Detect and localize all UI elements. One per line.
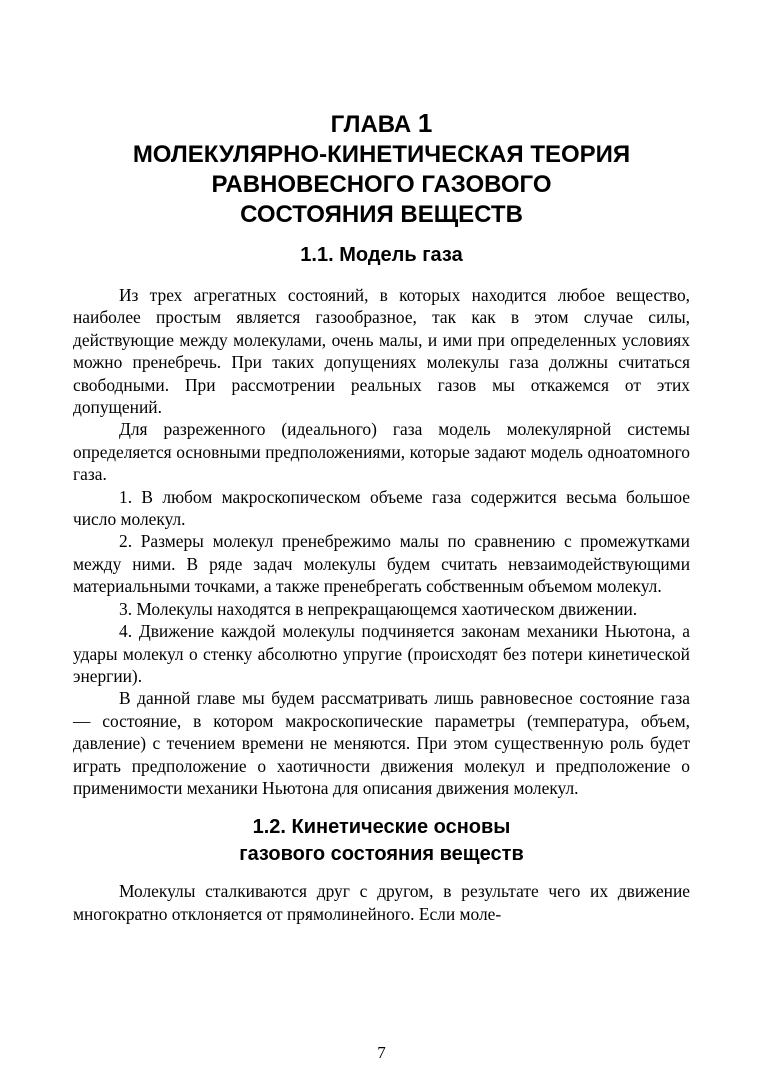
page-content xyxy=(73,108,690,925)
list-item-paragraph: 2. Размеры молекул пренебрежимо малы по сравнению с промежутками между ними. В ряде задач молекулы будем считать невзаимодействующими материальными точками, а также пренебрегать собственным объемом молекул. xyxy=(73,531,690,597)
chapter-label: ГЛАВА xyxy=(330,111,412,138)
section-title: 1.1. Модель газа xyxy=(300,244,463,266)
section-title xyxy=(73,814,690,868)
chapter-title-line: МОЛЕКУЛЯРНО-КИНЕТИЧЕСКАЯ ТЕОРИЯ xyxy=(132,141,631,168)
chapter-number: 1 xyxy=(417,108,433,138)
chapter-title-line: СОСТОЯНИЯ ВЕЩЕСТВ xyxy=(240,201,523,228)
chapter-label-line xyxy=(73,108,690,140)
paragraph: Молекулы сталкиваются друг с другом, в результате чего их движение многократно отклоняется от прямолинейного. Если моле- xyxy=(73,881,690,924)
section-title-line: газового состояния веществ xyxy=(239,843,524,866)
page-number: 7 xyxy=(377,1043,386,1062)
paragraph: Из трех агрегатных состояний, в которых находится любое вещество, наиболее простым является газообразное, так как в этом случае силы, действующие между молекулами, очень малы, и ими при определенных условиях можно пренебречь. При таких допущениях молекулы газа должны считаться свободными. При рассмотрении реальных газов мы откажемся от этих допущений. xyxy=(73,285,690,418)
paragraph: Для разреженного (идеального) газа модель молекулярной системы определяется основными предположениями, которые задают модель одноатомного газа. xyxy=(73,419,690,485)
list-item-paragraph: 4. Движение каждой молекулы подчиняется законам механики Ньютона, а удары молекул о стенку абсолютно упругие (происходят без потери кинетической энергии). xyxy=(73,621,690,686)
list-item-paragraph: 3. Молекулы находятся в непрекращающемся хаотическом движении. xyxy=(119,598,638,619)
chapter-heading xyxy=(73,108,690,230)
chapter-title-line: РАВНОВЕСНОГО ГАЗОВОГО xyxy=(211,171,552,198)
section-title-line: 1.2. Кинетические основы xyxy=(252,816,511,839)
list-item-paragraph: 1. В любом макроскопическом объеме газа содержится весьма большое число молекул. xyxy=(73,486,690,530)
paragraph: В данной главе мы будем рассматривать лишь равновесное состояние газа — состояние, в котором макроскопические параметры (температура, объем, давление) с течением времени не меняются. При этом существенную роль будет играть предположение о хаотичности движения молекул и предположение о применимости механики Ньютона для описания движения молекул. xyxy=(73,688,690,798)
